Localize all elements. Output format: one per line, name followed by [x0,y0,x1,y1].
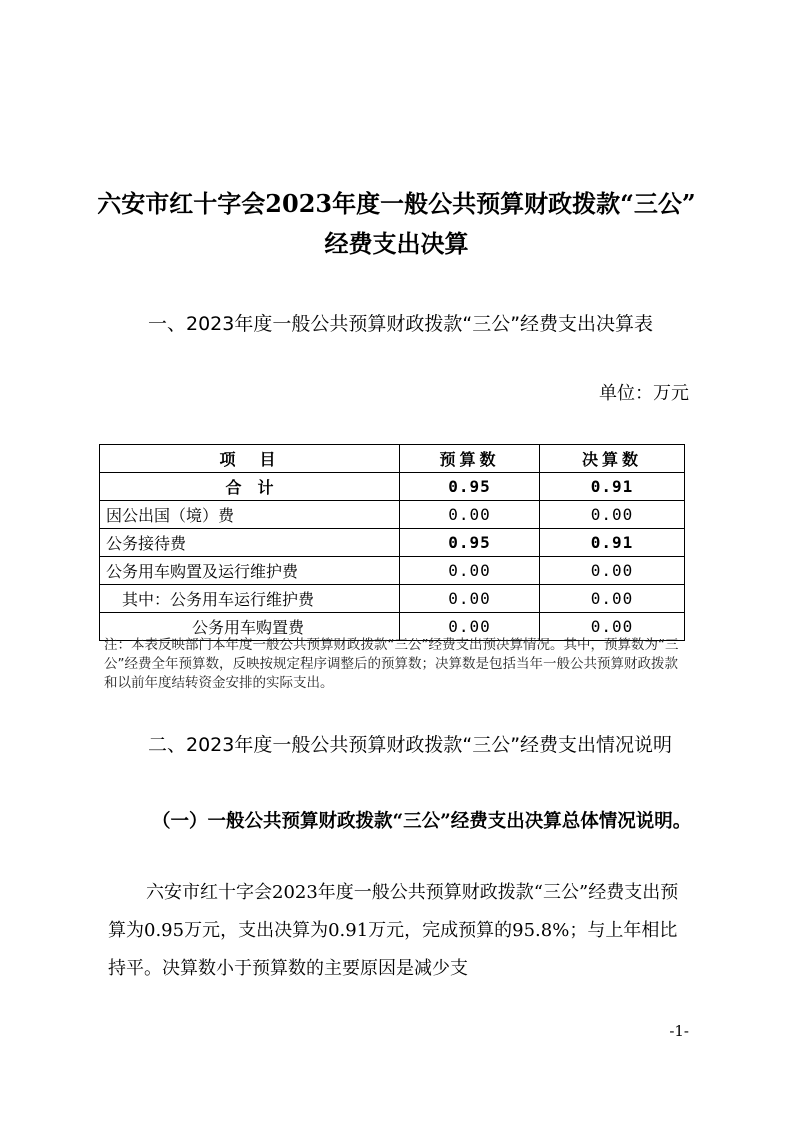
header-item: 项 目 [100,445,400,473]
row-label: 公务用车购置及运行维护费 [100,557,400,585]
table-row [100,557,685,585]
header-final: 决算数 [540,445,685,473]
row-final: 0.91 [540,529,685,557]
row-budget: 0.95 [400,529,540,557]
row-budget: 0.00 [400,585,540,613]
table-header-row [100,445,685,473]
row-budget: 0.00 [400,501,540,529]
row-final: 0.00 [540,613,685,641]
three-public-expenses-table [99,444,685,641]
row-budget: 0.00 [400,557,540,585]
subsection-1-heading: （一）一般公共预算财政拨款“三公”经费支出决算总体情况说明。 [152,811,692,832]
title-line-1: 六安市红十字会2023年度一般公共预算财政拨款“三公” [97,189,696,218]
table-row [100,501,685,529]
header-budget: 预算数 [400,445,540,473]
row-label: 公务接待费 [100,529,400,557]
row-budget: 0.00 [400,613,540,641]
row-final: 0.00 [540,585,685,613]
row-label: 公务用车购置费 [100,613,400,641]
row-final: 0.00 [540,557,685,585]
row-label: 其中：公务用车运行维护费 [100,585,400,613]
row-label: 因公出国（境）费 [100,501,400,529]
page-number: -1- [669,1022,689,1040]
row-budget: 0.95 [400,473,540,501]
section-2-heading: 二、2023年度一般公共预算财政拨款“三公”经费支出情况说明 [148,734,673,756]
table-row [100,529,685,557]
body-paragraph: 六安市红十字会2023年度一般公共预算财政拨款“三公”经费支出预算为0.95万元，支出决算为0.91万元，完成预算的95.8%；与上年相比持平。决算数小于预算数的主要原因是减少支 [108,882,679,979]
table-note: 注：本表反映部门本年度一般公共预算财政拨款“三公”经费支出预决算情况。其中，预算数为“三公”经费全年预算数，反映按规定程序调整后的预算数；决算数是包括当年一般公共预算财政拨款和以前年度结转资金安排的实际支出。 [104,637,679,691]
section-1-heading: 一、2023年度一般公共预算财政拨款“三公”经费支出决算表 [148,313,654,335]
table-row-total [100,473,685,501]
row-final: 0.91 [540,473,685,501]
row-final: 0.00 [540,501,685,529]
row-label: 合 计 [100,473,400,501]
title-line-2: 经费支出决算 [324,229,469,258]
unit-label: 单位：万元 [599,383,689,404]
table-row [100,585,685,613]
